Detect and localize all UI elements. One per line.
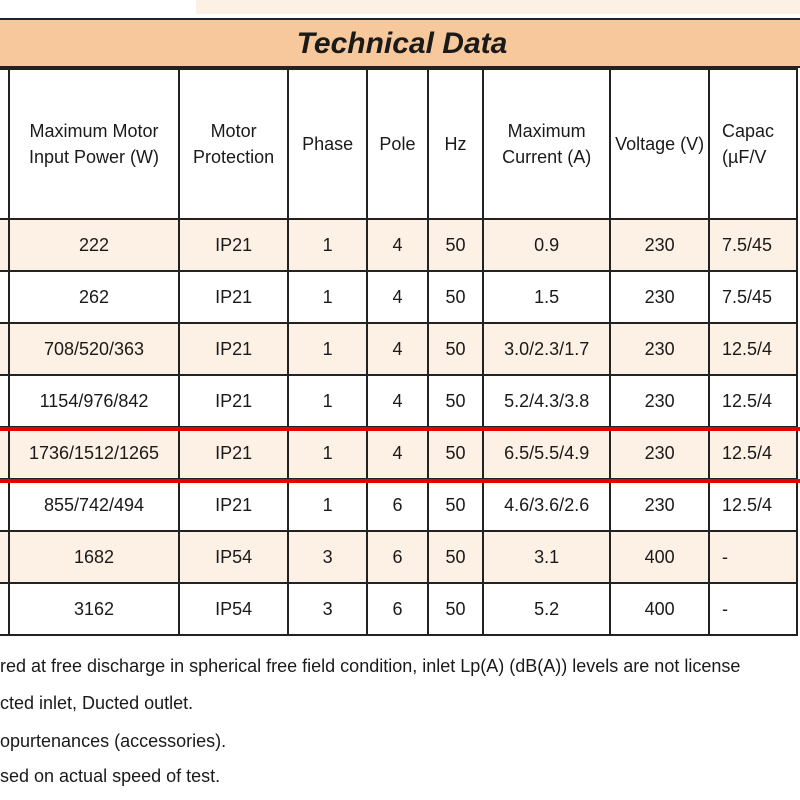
cell-protection: IP54 [179,583,289,635]
cell-protection: IP21 [179,219,289,271]
cell-capacitor: - [709,531,797,583]
table-title: Technical Data [296,27,508,60]
cell-pole: 4 [367,219,428,271]
cell-hz: 50 [428,323,483,375]
cell-voltage: 230 [610,479,709,531]
cell-power: 262 [9,271,179,323]
table-row [0,323,797,375]
cell-current: 1.5 [483,271,610,323]
row-edge-cell [0,583,9,635]
cell-protection: IP21 [179,427,289,479]
cell-capacitor: 7.5/45 [709,271,797,323]
technical-data-table [0,68,798,636]
cell-pole: 6 [367,583,428,635]
header-row [0,69,797,219]
title-bar [0,18,800,68]
header-protection: Motor Protection [179,69,289,219]
table-row [0,271,797,323]
cell-voltage: 230 [610,375,709,427]
cell-capacitor: - [709,583,797,635]
cell-pole: 4 [367,323,428,375]
cell-phase: 1 [288,427,367,479]
cell-hz: 50 [428,271,483,323]
cell-hz: 50 [428,479,483,531]
table-row [0,219,797,271]
footnote-3: opurtenances (accessories). [0,731,227,751]
cell-phase: 1 [288,219,367,271]
header-current: Maximum Current (A) [483,69,610,219]
cell-hz: 50 [428,375,483,427]
cell-capacitor: 12.5/4 [709,479,797,531]
cell-phase: 1 [288,375,367,427]
cell-voltage: 230 [610,323,709,375]
cell-current: 5.2/4.3/3.8 [483,375,610,427]
cell-current: 0.9 [483,219,610,271]
cell-power: 708/520/363 [9,323,179,375]
cell-power: 855/742/494 [9,479,179,531]
table-row [0,479,797,531]
cell-current: 6.5/5.5/4.9 [483,427,610,479]
cell-voltage: 230 [610,219,709,271]
cell-power: 3162 [9,583,179,635]
row-edge-cell [0,219,9,271]
cell-capacitor: 12.5/4 [709,323,797,375]
cell-voltage: 230 [610,427,709,479]
cell-pole: 6 [367,479,428,531]
cell-capacitor: 7.5/45 [709,219,797,271]
cell-pole: 6 [367,531,428,583]
top-strip [196,0,800,14]
cell-hz: 50 [428,583,483,635]
row-edge-cell [0,375,9,427]
cell-hz: 50 [428,219,483,271]
cell-pole: 4 [367,375,428,427]
cell-phase: 3 [288,583,367,635]
cell-current: 3.1 [483,531,610,583]
cell-protection: IP21 [179,479,289,531]
cell-capacitor: 12.5/4 [709,427,797,479]
table-row [0,375,797,427]
cell-current: 3.0/2.3/1.7 [483,323,610,375]
cell-hz: 50 [428,531,483,583]
header-voltage: Voltage (V) [610,69,709,219]
cell-capacitor: 12.5/4 [709,375,797,427]
cell-voltage: 230 [610,271,709,323]
table-row [0,531,797,583]
cell-pole: 4 [367,427,428,479]
cell-pole: 4 [367,271,428,323]
row-edge-cell [0,531,9,583]
cell-voltage: 400 [610,531,709,583]
row-edge-cell [0,427,9,479]
cell-protection: IP21 [179,375,289,427]
cell-current: 5.2 [483,583,610,635]
cell-protection: IP21 [179,271,289,323]
table-row [0,583,797,635]
footnote-4: sed on actual speed of test. [0,766,221,786]
cell-phase: 1 [288,479,367,531]
header-phase: Phase [288,69,367,219]
header-pole: Pole [367,69,428,219]
cell-protection: IP21 [179,323,289,375]
cell-power: 1736/1512/1265 [9,427,179,479]
cell-voltage: 400 [610,583,709,635]
header-hz: Hz [428,69,483,219]
footnote-1: red at free discharge in spherical free field condition, inlet Lp(A) (dB(A)) levels are not license [0,656,741,676]
header-power: Maximum Motor Input Power (W) [9,69,179,219]
cell-phase: 3 [288,531,367,583]
footnote-2: cted inlet, Ducted outlet. [0,693,194,713]
header-capacitor [709,69,797,219]
cell-current: 4.6/3.6/2.6 [483,479,610,531]
cell-power: 222 [9,219,179,271]
cell-protection: IP54 [179,531,289,583]
header-cell-edge [0,69,9,219]
cell-power: 1154/976/842 [9,375,179,427]
cell-phase: 1 [288,323,367,375]
row-edge-cell [0,479,9,531]
cell-phase: 1 [288,271,367,323]
row-edge-cell [0,271,9,323]
cell-power: 1682 [9,531,179,583]
cell-hz: 50 [428,427,483,479]
row-edge-cell [0,323,9,375]
table-row [0,427,797,479]
header-capacitor-label: Capac (µF/V [721,121,774,167]
